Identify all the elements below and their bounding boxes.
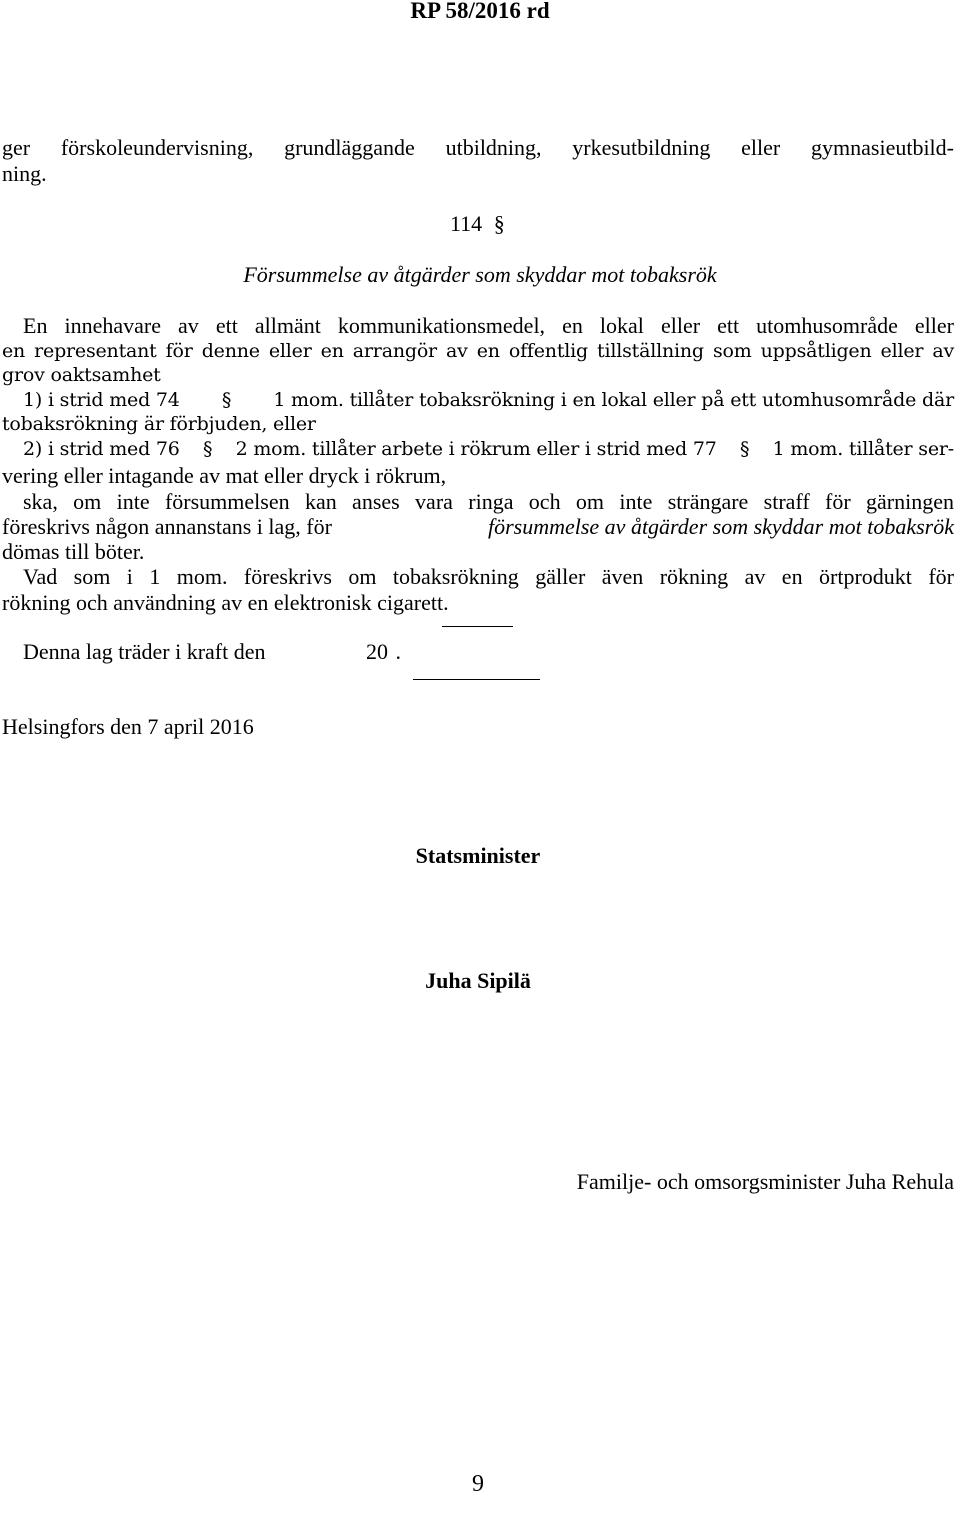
document-header: RP 58/2016 rd [410, 0, 550, 23]
entry-text: Denna lag träder i kraft den [23, 639, 266, 664]
signature-title: Statsminister [415, 843, 541, 868]
section-sign: § [221, 389, 232, 411]
intro-line-1: ger förskoleundervisning, grundläggande utbildning, yrkesutbildning eller gymnasieutbild- [2, 135, 954, 160]
place-date: Helsingfors den 7 april 2016 [2, 714, 254, 739]
entry-period: . [395, 639, 401, 664]
item-2-line-1 [23, 437, 954, 462]
item-2-middle: 2 mom. tillåter arbete i rökrum eller i strid med 77 [235, 438, 717, 460]
page-number: 9 [472, 1471, 484, 1497]
para2-line-3: dömas till böter. [2, 539, 145, 564]
para3-line-2: rökning och användning av en elektronisk cigarett. [2, 590, 449, 615]
separator-short [442, 626, 513, 627]
para3-line-1: Vad som i 1 mom. föreskrivs om tobaksrökning gäller även rökning av en örtprodukt för [23, 564, 954, 589]
entry-into-force [23, 639, 266, 665]
intro-line-2: ning. [2, 161, 47, 186]
item-2-line-2: vering eller intagande av mat eller dryck i rökrum, [2, 463, 447, 488]
para1-line-3: grov oaktsamhet [2, 364, 161, 386]
section-sign: § [202, 438, 213, 460]
item-1-rest: 1 mom. tillåter tobaksrökning i en lokal eller på ett utomhusområde där [273, 389, 954, 411]
para1-line-2: en representant för denne eller en arrangör av en offentlig tillställning som uppsåtligen eller av [2, 340, 954, 362]
item-2-prefix: 2) i strid med 76 [23, 438, 180, 460]
signature-minister: Familje- och omsorgsminister Juha Rehula [576, 1169, 954, 1194]
section-sign: § [493, 211, 505, 236]
section-sign: § [739, 438, 750, 460]
item-2-rest: 1 mom. tillåter ser- [772, 438, 954, 460]
item-1-line-1 [23, 388, 954, 413]
para2-line-2-italic: försummelse av åtgärder som skyddar mot tobaksrök [487, 514, 954, 539]
para2-line-2-text: föreskrivs någon annanstans i lag, för [2, 514, 332, 539]
section-heading: Försummelse av åtgärder som skyddar mot tobaksrök [243, 262, 717, 287]
entry-year [366, 639, 401, 665]
section-number-value: 114 [450, 211, 483, 236]
para1-line-1: En innehavare av ett allmänt kommunikationsmedel, en lokal eller ett utomhusområde eller [23, 313, 954, 338]
item-1-prefix: 1) i strid med 74 [23, 389, 180, 411]
item-1-line-2: tobaksrökning är förbjuden, eller [2, 413, 316, 435]
entry-year-value: 20 [366, 639, 388, 664]
section-number [450, 211, 505, 237]
signature-name: Juha Sipilä [425, 968, 531, 993]
para2-line-2 [2, 514, 954, 540]
separator-long [413, 679, 540, 680]
para2-line-1: ska, om inte försummelsen kan anses vara ringa och om inte strängare straff för gärningen [23, 489, 954, 514]
